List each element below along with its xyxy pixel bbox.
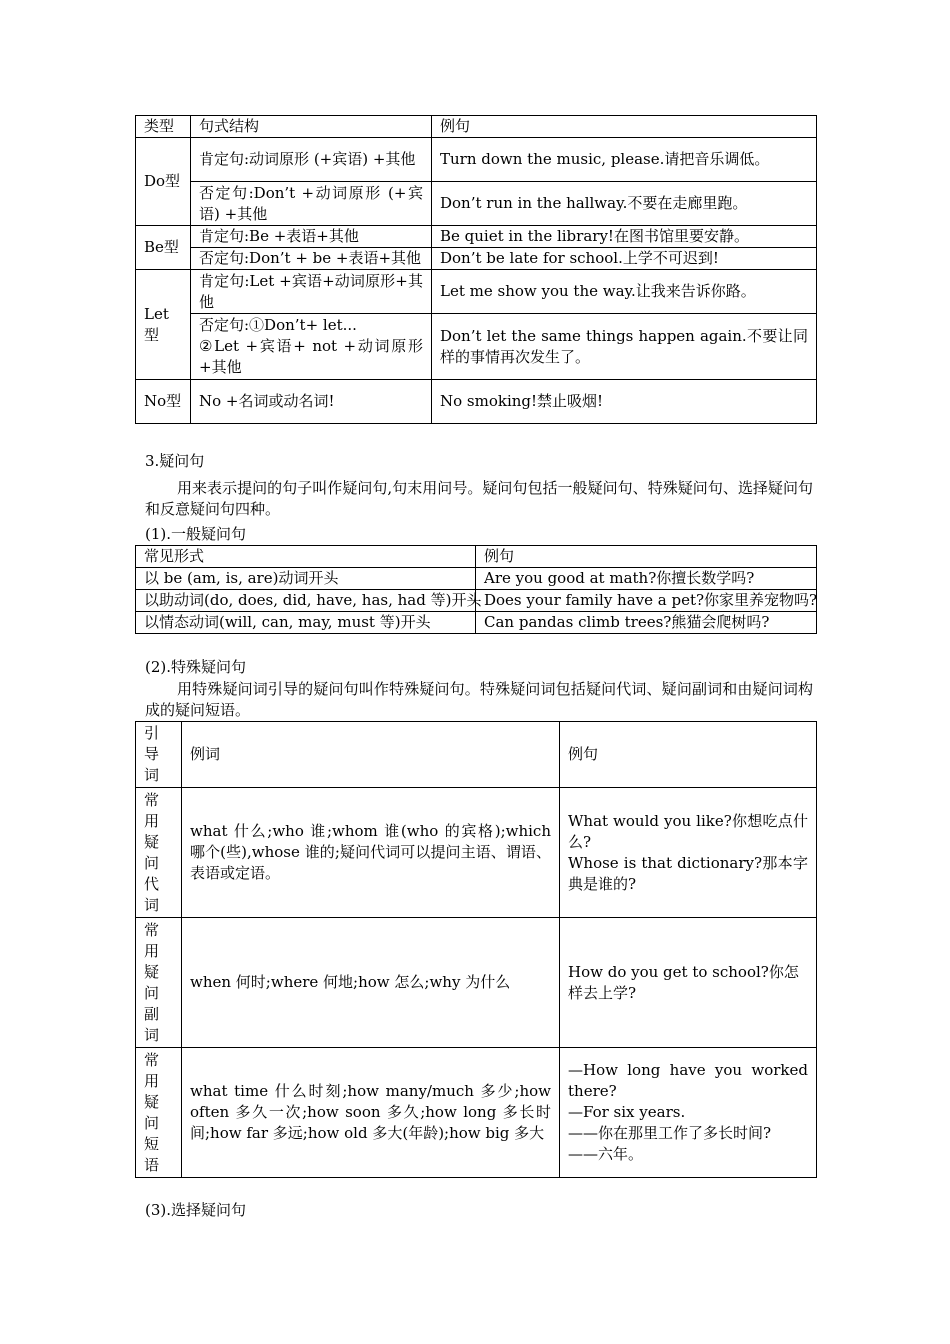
table-row: [136, 138, 817, 182]
structure-cell: No +名词或动名词!: [191, 380, 432, 424]
example-cell: Don’t be late for school.上学不可迟到!: [432, 248, 817, 270]
structure-cell: 肯定句:Be +表语+其他: [191, 226, 432, 248]
example-cell: Turn down the music, please.请把音乐调低。: [432, 138, 817, 182]
words-cell: when 何时;where 何地;how 怎么;why 为什么: [182, 918, 560, 1048]
example-line: ——六年。: [568, 1145, 644, 1163]
type-cell: Do型: [136, 138, 191, 226]
example-line: —How long have you worked there?: [568, 1061, 808, 1100]
structure-cell: [191, 314, 432, 380]
subsection-title: (2).特殊疑问句: [145, 658, 247, 676]
vertical-label: 常 用 疑 问 短 语: [144, 1050, 160, 1174]
table-row: [136, 612, 817, 634]
form-cell: 以 be (am, is, are)动词开头: [136, 568, 476, 590]
example-cell: Don’t let the same things happen again.不要让同样的事情再次发生了。: [432, 314, 817, 380]
example-cell: How do you get to school?你怎样去上学?: [560, 918, 817, 1048]
example-cell: Does your family have a pet?你家里养宠物吗?: [476, 590, 817, 612]
example-line: ——你在那里工作了多长时间?: [568, 1124, 772, 1142]
subsection-title: (3).选择疑问句: [145, 1201, 247, 1219]
vertical-label: 引 导 词: [144, 724, 160, 784]
example-line: What would you like?你想吃点什么?: [568, 811, 808, 851]
table-row: [136, 182, 817, 226]
table-header-row: [136, 116, 817, 138]
vertical-label: 常 用 疑 问 副 词: [144, 920, 160, 1044]
subsection-intro: 用特殊疑问词引导的疑问句叫作特殊疑问句。特殊疑问词包括疑问代词、疑问副词和由疑问词构成的疑问短语。: [145, 680, 813, 719]
header-cell: 例句: [432, 116, 817, 138]
label-cell: [136, 918, 182, 1048]
table-header-row: [136, 546, 817, 568]
header-cell: 类型: [136, 116, 191, 138]
header-cell: 例句: [560, 722, 817, 788]
subsection-title: (1).一般疑问句: [145, 525, 247, 543]
structure-cell: 肯定句:动词原形 (+宾语) +其他: [191, 138, 432, 182]
label-cell: [136, 788, 182, 918]
example-cell: Let me show you the way.让我来告诉你路。: [432, 270, 817, 314]
structure-line: 否定句:①Don’t+ let...: [199, 316, 357, 334]
words-cell: what time 什么时刻;how many/much 多少;how often 多久一次;how soon 多久;how long 多长时间;how far 多远;how old 多大(年龄);how big 多大: [182, 1048, 560, 1178]
form-cell: 以情态动词(will, can, may, must 等)开头: [136, 612, 476, 634]
header-cell: 句式结构: [191, 116, 432, 138]
imperative-table: [135, 115, 817, 424]
structure-cell: 肯定句:Let +宾语+动词原形+其他: [191, 270, 432, 314]
table-header-row: [136, 722, 817, 788]
header-cell: 例词: [182, 722, 560, 788]
header-cell: 常见形式: [136, 546, 476, 568]
structure-line: ②Let +宾语+ not +动词原形+其他: [199, 337, 423, 376]
example-cell: No smoking!禁止吸烟!: [432, 380, 817, 424]
example-cell: Are you good at math?你擅长数学吗?: [476, 568, 817, 590]
section-title: 3.疑问句: [145, 452, 205, 470]
type-cell: Let型: [136, 270, 191, 380]
table-row: [136, 568, 817, 590]
table-row: [136, 918, 817, 1048]
header-cell: [136, 722, 182, 788]
example-line: Whose is that dictionary?那本字典是谁的?: [568, 853, 808, 893]
table-row: [136, 226, 817, 248]
general-question-table: [135, 545, 817, 634]
table-row: [136, 270, 817, 314]
structure-cell: 否定句:Don’t +动词原形 (+宾语) +其他: [191, 182, 432, 226]
type-cell: Be型: [136, 226, 191, 270]
example-cell: Be quiet in the library!在图书馆里要安静。: [432, 226, 817, 248]
example-cell: Don’t run in the hallway.不要在走廊里跑。: [432, 182, 817, 226]
form-cell: 以助动词(do, does, did, have, has, had 等)开头: [136, 590, 476, 612]
table-row: [136, 248, 817, 270]
words-cell: what 什么;who 谁;whom 谁(who 的宾格);which 哪个(些),whose 谁的;疑问代词可以提问主语、谓语、表语或定语。: [182, 788, 560, 918]
table-row: [136, 314, 817, 380]
table-row: [136, 788, 817, 918]
special-question-table: [135, 721, 817, 1178]
label-cell: [136, 1048, 182, 1178]
example-cell: [560, 1048, 817, 1178]
table-row: [136, 1048, 817, 1178]
type-cell: No型: [136, 380, 191, 424]
header-cell: 例句: [476, 546, 817, 568]
vertical-label: 常 用 疑 问 代 词: [144, 790, 160, 914]
section-intro: 用来表示提问的句子叫作疑问句,句末用问号。疑问句包括一般疑问句、特殊疑问句、选择疑问句和反意疑问句四种。: [145, 479, 813, 518]
example-cell: [560, 788, 817, 918]
example-line: —For six years.: [568, 1103, 686, 1121]
example-cell: Can pandas climb trees?熊猫会爬树吗?: [476, 612, 817, 634]
table-row: [136, 590, 817, 612]
structure-cell: 否定句:Don’t + be +表语+其他: [191, 248, 432, 270]
table-row: [136, 380, 817, 424]
